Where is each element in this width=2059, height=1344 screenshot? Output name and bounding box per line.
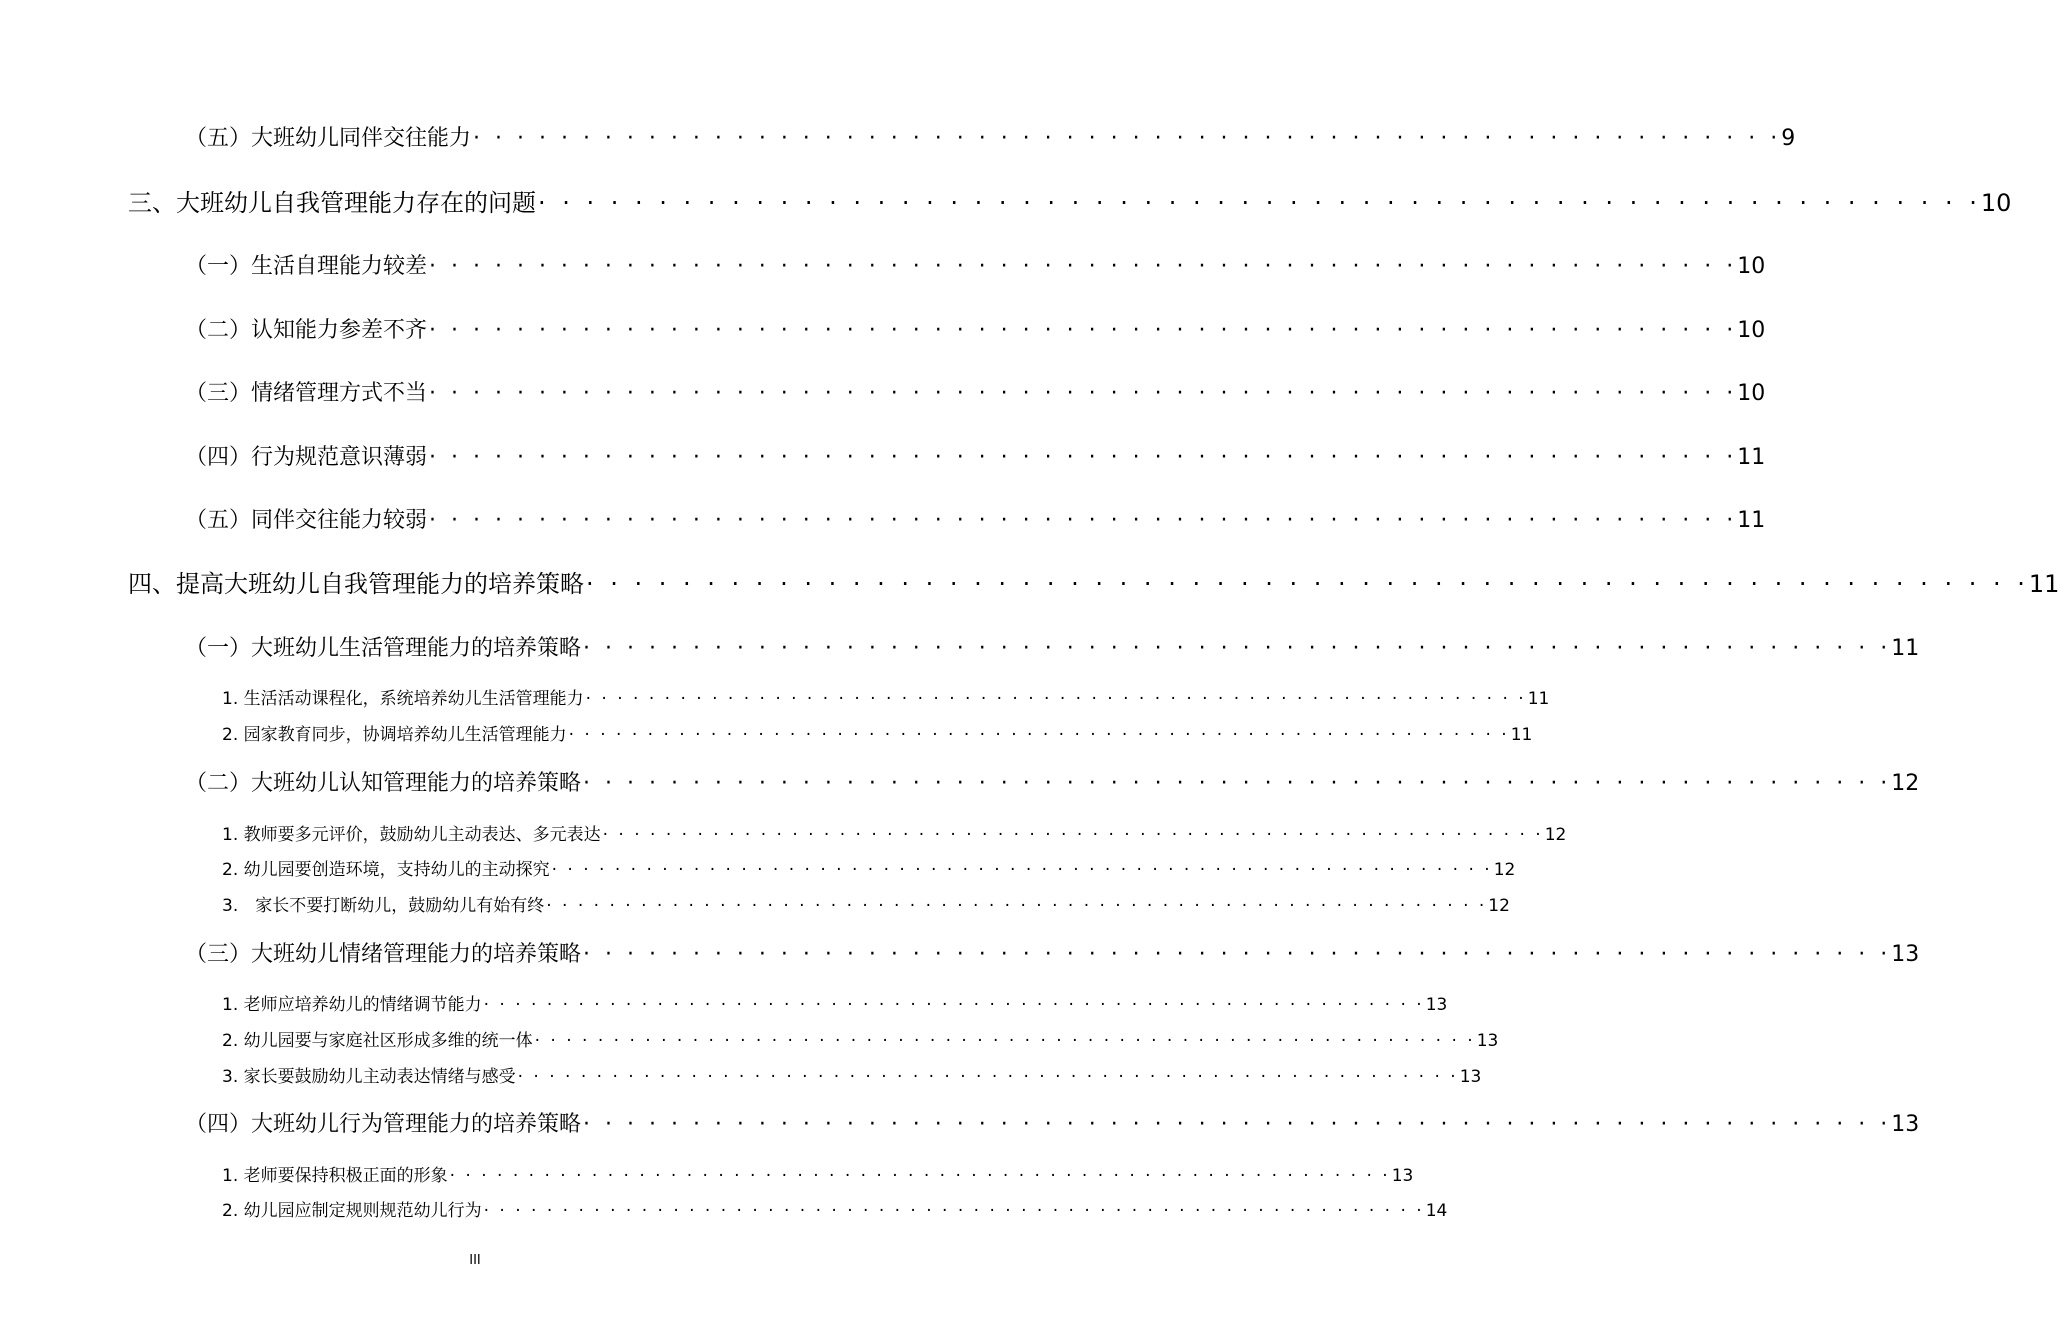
toc-dot-leader: · · · · · · · · · · · · · · · · · · · · · · · · · · · · · · · · · · · · · · · · · · · · · · · · · · · · · · · · · · · · [583, 771, 1888, 796]
toc-entry-title: 1. 教师要多元评价，鼓励幼儿主动表达、多元表达 [222, 825, 601, 845]
toc-page-number: 10 [1737, 318, 1766, 343]
toc-entry-title: 1. 老师要保持积极正面的形象 [222, 1166, 448, 1186]
toc-page-number: 13 [1891, 1112, 1920, 1137]
toc-entry[interactable] [185, 939, 1920, 971]
toc-dot-leader: · · · · · · · · · · · · · · · · · · · · · · · · · · · · · · · · · · · · · · · · · · · · · · · · · · · · · · · · · · · · [538, 189, 1977, 217]
toc-page-number: 10 [1980, 189, 2012, 217]
toc-page-number: 14 [1425, 1201, 1448, 1221]
toc-dot-leader: · · · · · · · · · · · · · · · · · · · · · · · · · · · · · · · · · · · · · · · · · · · · · · · · · · · · · · · · · · · · [429, 254, 1734, 279]
toc-dot-leader: · · · · · · · · · · · · · · · · · · · · · · · · · · · · · · · · · · · · · · · · · · · · · · · · · · · · · · · · · · · · [583, 1112, 1888, 1137]
toc-dot-leader: · · · · · · · · · · · · · · · · · · · · · · · · · · · · · · · · · · · · · · · · · · · · · · · · · · · · · · · · · · · · [483, 995, 1422, 1015]
toc-page-number: 12 [1488, 896, 1510, 916]
toc-entry-title: 3. 家长不要打断幼儿，鼓励幼儿有始有终 [222, 896, 545, 916]
toc-page-number: 11 [1891, 636, 1920, 661]
toc-dot-leader: · · · · · · · · · · · · · · · · · · · · · · · · · · · · · · · · · · · · · · · · · · · · · · · · · · · · · · · · · · · · [473, 126, 1778, 151]
toc-entry-title: 2. 幼儿园要与家庭社区形成多维的统一体 [222, 1031, 533, 1051]
toc-entry[interactable] [185, 123, 1796, 155]
toc-dot-leader: · · · · · · · · · · · · · · · · · · · · · · · · · · · · · · · · · · · · · · · · · · · · · · · · · · · · · · · · · · · · [429, 381, 1734, 406]
toc-page-number: 11 [1510, 725, 1533, 745]
toc-page-number: 10 [1737, 381, 1766, 406]
toc-entry[interactable] [222, 1028, 1499, 1054]
toc-dot-leader: · · · · · · · · · · · · · · · · · · · · · · · · · · · · · · · · · · · · · · · · · · · · · · · · · · · · · · · · · · · · [449, 1166, 1388, 1186]
toc-dot-leader: · · · · · · · · · · · · · · · · · · · · · · · · · · · · · · · · · · · · · · · · · · · · · · · · · · · · · · · · · · · · [546, 896, 1485, 916]
toc-entry-title: 四、提高大班幼儿自我管理能力的培养策略 [128, 570, 584, 598]
toc-entry[interactable] [222, 1064, 1482, 1090]
toc-page-number: 10 [1737, 254, 1766, 279]
toc-entry-title: （二）大班幼儿认知管理能力的培养策略 [185, 771, 582, 796]
toc-dot-leader: · · · · · · · · · · · · · · · · · · · · · · · · · · · · · · · · · · · · · · · · · · · · · · · · · · · · · · · · · · · · [583, 636, 1888, 661]
toc-entry[interactable] [222, 722, 1533, 748]
toc-entry[interactable] [185, 505, 1766, 537]
toc-entry[interactable] [222, 857, 1516, 883]
toc-page-number: 13 [1425, 995, 1448, 1015]
page-number-footer: III [469, 1253, 481, 1268]
toc-entry[interactable] [128, 567, 2059, 601]
toc-dot-leader: · · · · · · · · · · · · · · · · · · · · · · · · · · · · · · · · · · · · · · · · · · · · · · · · · · · · · · · · · · · · [551, 860, 1490, 880]
toc-entry-title: （五）大班幼儿同伴交往能力 [185, 126, 472, 151]
toc-page-number: 11 [1527, 689, 1550, 709]
toc-dot-leader: · · · · · · · · · · · · · · · · · · · · · · · · · · · · · · · · · · · · · · · · · · · · · · · · · · · · · · · · · · · · [429, 318, 1734, 343]
toc-dot-leader: · · · · · · · · · · · · · · · · · · · · · · · · · · · · · · · · · · · · · · · · · · · · · · · · · · · · · · · · · · · · [583, 942, 1888, 967]
toc-entry[interactable] [185, 251, 1766, 283]
toc-dot-leader: · · · · · · · · · · · · · · · · · · · · · · · · · · · · · · · · · · · · · · · · · · · · · · · · · · · · · · · · · · · · [568, 725, 1507, 745]
toc-page-number: 12 [1891, 771, 1920, 796]
toc-entry[interactable] [185, 442, 1766, 474]
toc-entry[interactable] [185, 768, 1920, 800]
toc-entry[interactable] [222, 893, 1510, 919]
toc-dot-leader: · · · · · · · · · · · · · · · · · · · · · · · · · · · · · · · · · · · · · · · · · · · · · · · · · · · · · · · · · · · · [585, 689, 1524, 709]
toc-page-number: 13 [1476, 1031, 1499, 1051]
toc-dot-leader: · · · · · · · · · · · · · · · · · · · · · · · · · · · · · · · · · · · · · · · · · · · · · · · · · · · · · · · · · · · · [602, 825, 1541, 845]
toc-entry-title: （二）认知能力参差不齐 [185, 318, 428, 343]
toc-page-number: 11 [2028, 570, 2059, 598]
toc-entry-title: 1. 生活活动课程化，系统培养幼儿生活管理能力 [222, 689, 584, 709]
toc-entry[interactable] [185, 633, 1920, 665]
toc-entry[interactable] [222, 686, 1550, 712]
toc-entry-title: 1. 老师应培养幼儿的情绪调节能力 [222, 995, 482, 1015]
toc-entry-title: 2. 园家教育同步，协调培养幼儿生活管理能力 [222, 725, 567, 745]
toc-entry-title: （四）行为规范意识薄弱 [185, 445, 428, 470]
toc-dot-leader: · · · · · · · · · · · · · · · · · · · · · · · · · · · · · · · · · · · · · · · · · · · · · · · · · · · · · · · · · · · · [517, 1067, 1456, 1087]
toc-entry-title: （一）大班幼儿生活管理能力的培养策略 [185, 636, 582, 661]
toc-entry-title: 2. 幼儿园应制定规则规范幼儿行为 [222, 1201, 482, 1221]
toc-entry-title: （三）大班幼儿情绪管理能力的培养策略 [185, 942, 582, 967]
toc-entry-title: （四）大班幼儿行为管理能力的培养策略 [185, 1112, 582, 1137]
toc-entry-title: 三、大班幼儿自我管理能力存在的问题 [128, 189, 536, 217]
toc-page-number: 13 [1891, 942, 1920, 967]
toc-entry-title: （三）情绪管理方式不当 [185, 381, 428, 406]
toc-entry[interactable] [185, 1109, 1920, 1141]
toc-page-number: 13 [1459, 1067, 1482, 1087]
toc-entry[interactable] [222, 992, 1448, 1018]
toc-dot-leader: · · · · · · · · · · · · · · · · · · · · · · · · · · · · · · · · · · · · · · · · · · · · · · · · · · · · · · · · · · · · [429, 445, 1734, 470]
toc-dot-leader: · · · · · · · · · · · · · · · · · · · · · · · · · · · · · · · · · · · · · · · · · · · · · · · · · · · · · · · · · · · · [534, 1031, 1473, 1051]
toc-entry[interactable] [222, 1198, 1448, 1224]
toc-entry-title: （一）生活自理能力较差 [185, 254, 428, 279]
toc-page-number: 12 [1493, 860, 1516, 880]
toc-entry[interactable] [222, 1163, 1414, 1189]
toc-page-number: 11 [1737, 445, 1766, 470]
toc-dot-leader: · · · · · · · · · · · · · · · · · · · · · · · · · · · · · · · · · · · · · · · · · · · · · · · · · · · · · · · · · · · · [586, 570, 2025, 598]
toc-page-number: 12 [1544, 825, 1567, 845]
toc-entry[interactable] [222, 822, 1567, 848]
toc-entry-title: 2. 幼儿园要创造环境，支持幼儿的主动探究 [222, 860, 550, 880]
toc-dot-leader: · · · · · · · · · · · · · · · · · · · · · · · · · · · · · · · · · · · · · · · · · · · · · · · · · · · · · · · · · · · · [429, 508, 1734, 533]
toc-page-number: 9 [1781, 126, 1796, 151]
toc-page-number: 13 [1391, 1166, 1414, 1186]
toc-entry-title: 3. 家长要鼓励幼儿主动表达情绪与感受 [222, 1067, 516, 1087]
toc-dot-leader: · · · · · · · · · · · · · · · · · · · · · · · · · · · · · · · · · · · · · · · · · · · · · · · · · · · · · · · · · · · · [483, 1201, 1422, 1221]
toc-entry-title: （五）同伴交往能力较弱 [185, 508, 428, 533]
toc-page-number: 11 [1737, 508, 1766, 533]
toc-entry[interactable] [128, 186, 2012, 220]
toc-entry[interactable] [185, 315, 1766, 347]
toc-entry[interactable] [185, 378, 1766, 410]
